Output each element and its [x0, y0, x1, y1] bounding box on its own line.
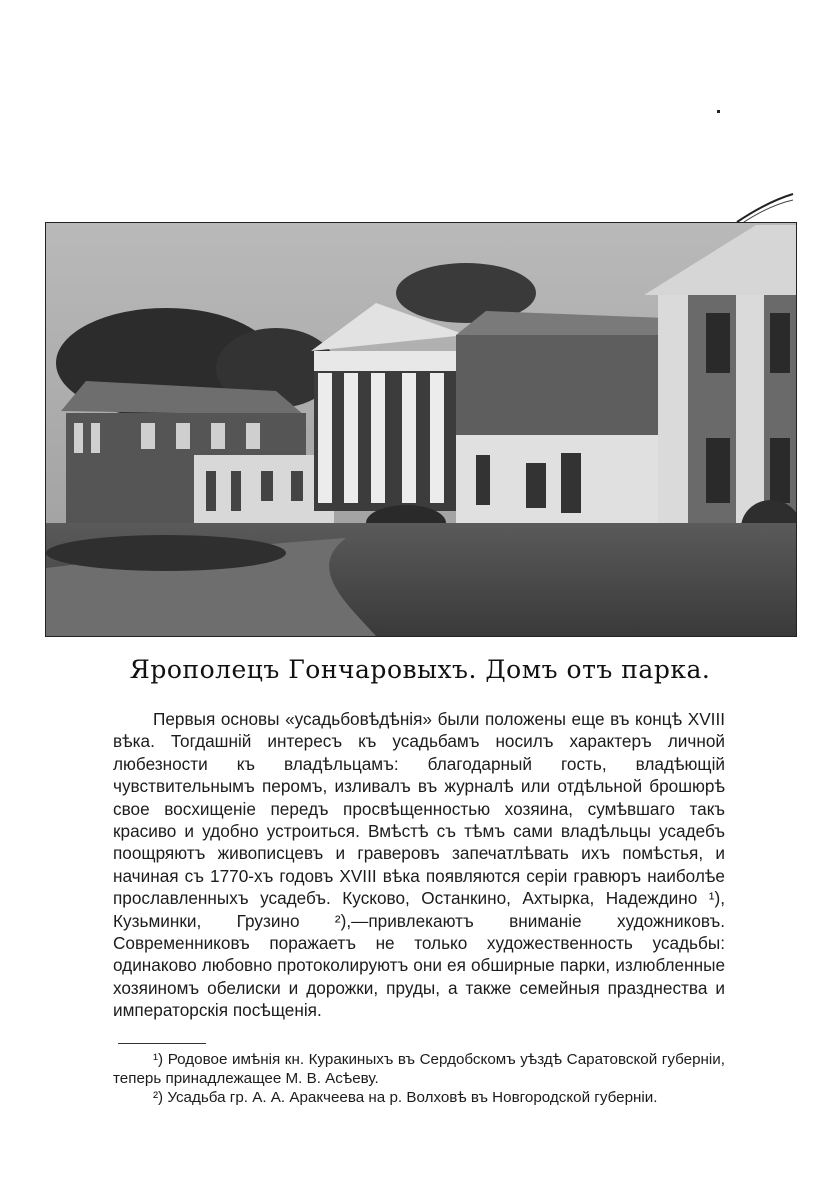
footnote-1: ¹) Родовое имѣнія кн. Куракиныхъ въ Сердобскомъ уѣздѣ Саратовской губерніи, теперь принадлежащее М. В. Асѣеву. — [113, 1051, 725, 1087]
photo-illustration — [46, 223, 796, 636]
entablature — [314, 351, 464, 371]
footnotes — [113, 1050, 725, 1107]
body-paragraph: Первыя основы «усадьбовѣдѣнія» были положены еще въ концѣ XVIII вѣка. Тогдашній интересъ къ усадьбамъ носилъ характеръ личной любезности къ владѣльцамъ: благодарный гость, владѣющій чувствительнымъ перомъ, изливалъ въ журналѣ или отдѣльной брошюрѣ свое восхищеніе передъ просвѣщенностью хозяина, сумѣвшаго такъ красиво и удобно устроиться. Вмѣстѣ съ тѣмъ сами владѣльцы усадебъ поощряютъ живописцевъ и граверовъ запечатлѣвать ихъ помѣстья, и начиная съ 1770-хъ годовъ XVIII вѣка появляются серіи гравюръ наиболѣе прославленныхъ усадебъ. Кусково, Останкино, Ахтырка, Надеждино ¹), Кузьминки, Грузино ²),—привлекаютъ вниманіе художниковъ. Современниковъ поражаетъ не только художественность усадьбы: одинаково любовно протоколируютъ они ея обширные парки, излюбленные хозяиномъ обелиски и дорожки, пруды, а также семейныя празднества и императорскія посѣщенія. — [113, 709, 725, 1021]
ink-speck — [717, 110, 720, 113]
footnote-divider — [118, 1043, 206, 1044]
caption-title: Ярополецъ Гончаровыхъ. Домъ отъ парка. — [129, 655, 711, 684]
footnote-2: ²) Усадьба гр. А. А. Аракчеева на р. Волховѣ въ Новгородской губерніи. — [153, 1089, 658, 1106]
photo-caption — [0, 655, 840, 684]
main-upper — [456, 335, 666, 435]
estate-photograph — [45, 222, 797, 637]
page-corner-mark — [735, 192, 795, 226]
